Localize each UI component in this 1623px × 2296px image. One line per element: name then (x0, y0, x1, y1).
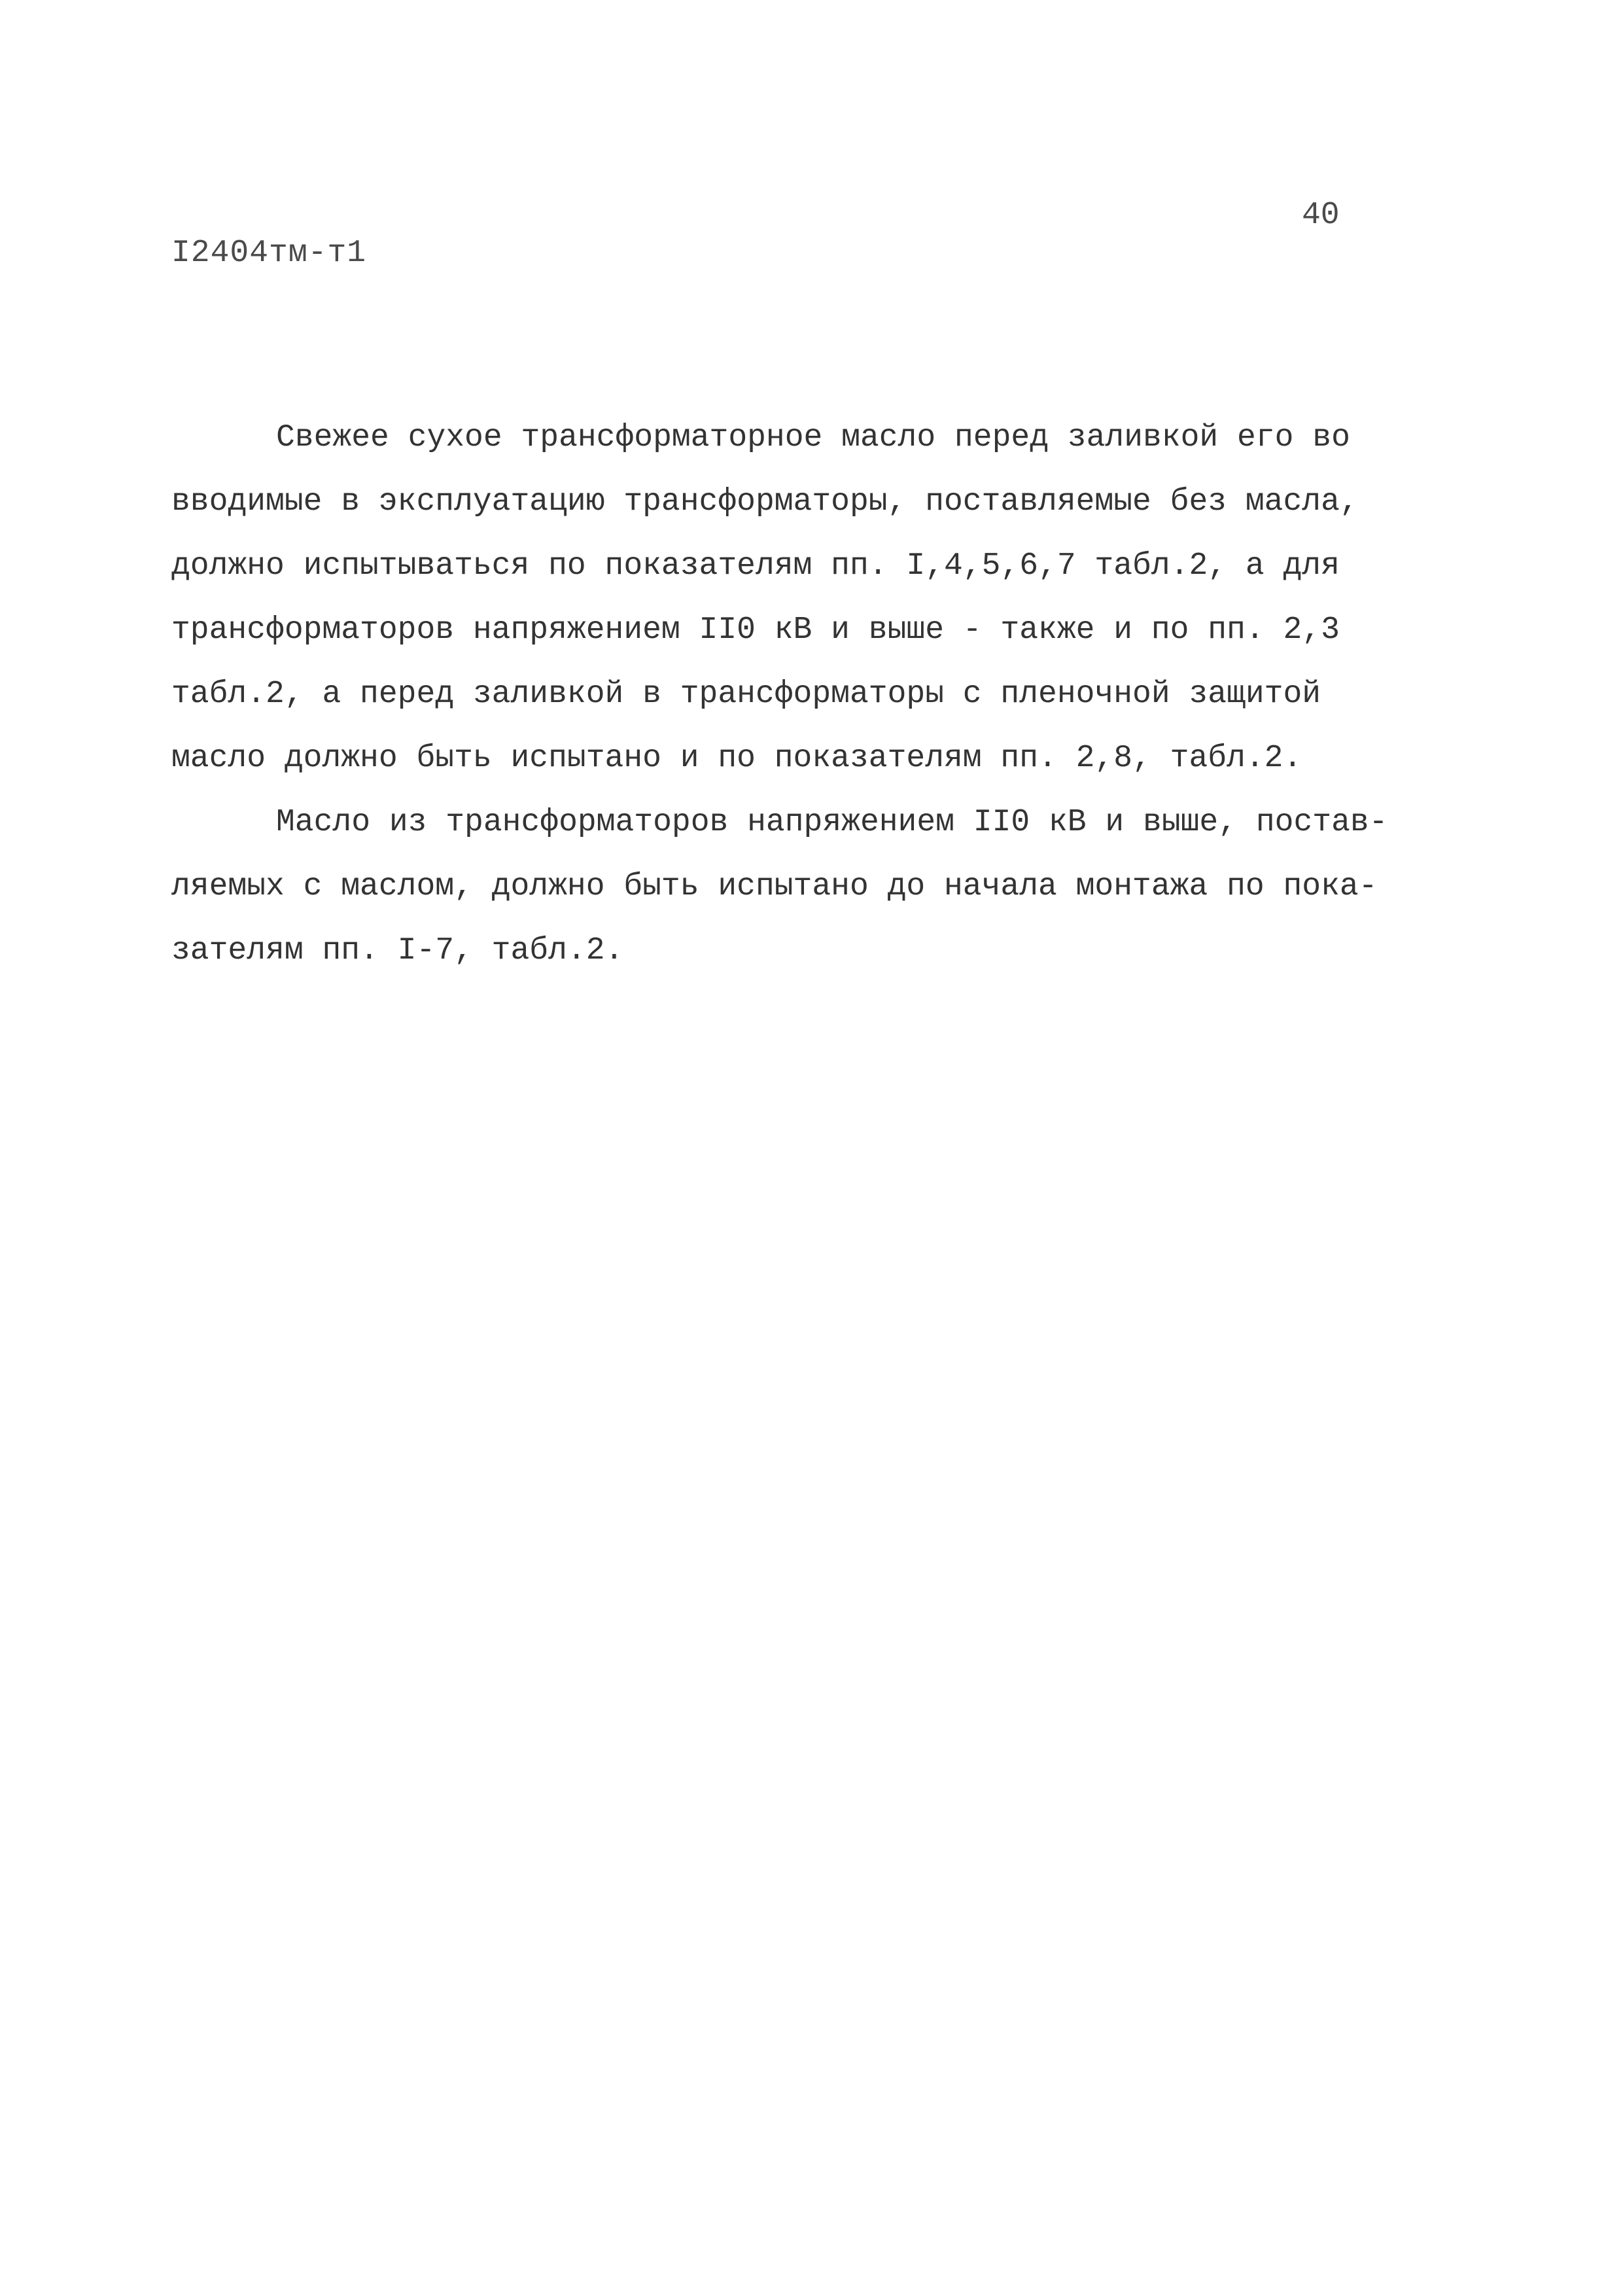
text-line: зателям пп. I-7, табл.2. (171, 933, 624, 968)
text-line: должно испытываться по показателям пп. I,4,5,6,7 табл.2, а для (171, 548, 1340, 584)
text-line: табл.2, а перед заливкой в трансформаторы с пленочной защитой (171, 677, 1321, 712)
body-text (171, 406, 1473, 983)
text-line: Свежее сухое трансформаторное масло перед заливкой его во (276, 420, 1350, 455)
text-line: Масло из трансформаторов напряжением II0 кВ и выше, постав- (276, 805, 1388, 840)
text-line: вводимые в эксплуатацию трансформаторы, поставляемые без масла, (171, 484, 1359, 520)
paragraph-1 (171, 406, 1473, 790)
text-line: масло должно быть испытано и по показателям пп. 2,8, табл.2. (171, 741, 1302, 776)
paragraph-2 (171, 790, 1473, 983)
page-number: 40 (1302, 198, 1340, 233)
text-line: ляемых с маслом, должно быть испытано до начала монтажа по пока- (171, 869, 1378, 904)
text-line: трансформаторов напряжением II0 кВ и выше - также и по пп. 2,3 (171, 612, 1340, 648)
document-code: I2404тм-т1 (171, 236, 367, 271)
